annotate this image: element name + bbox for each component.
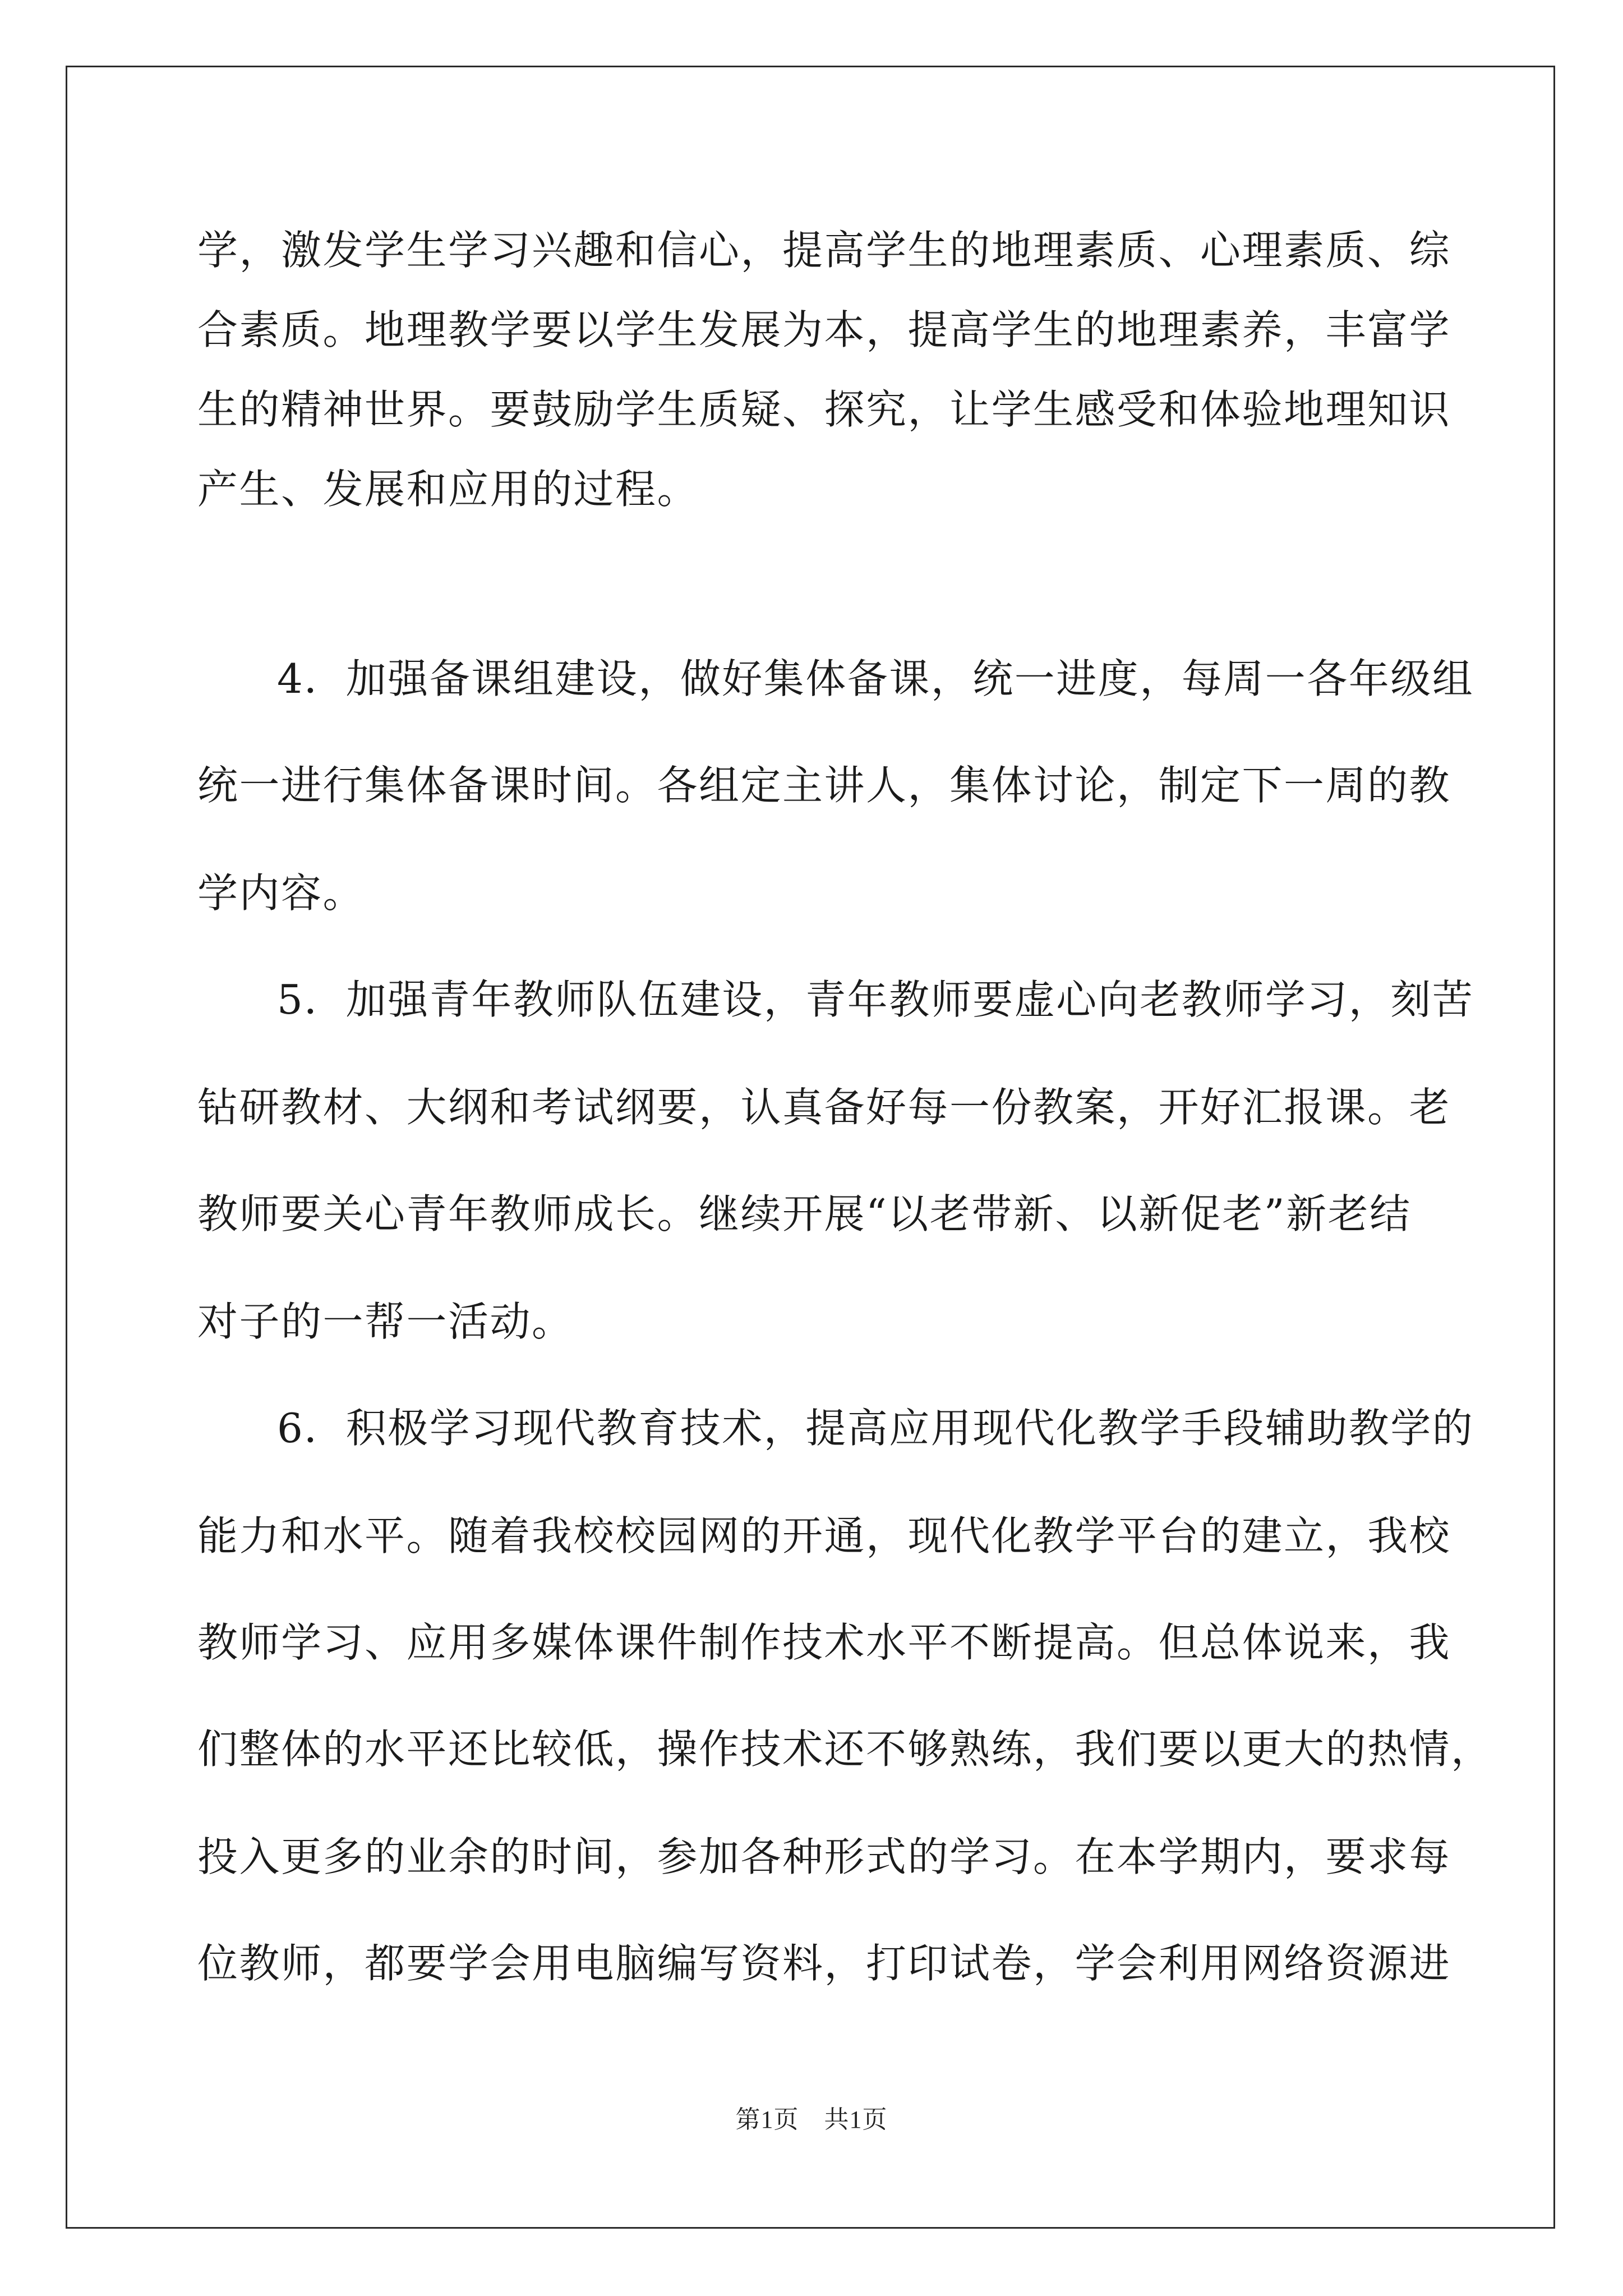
text-line: 钻研教材、大纲和考试纲要，认真备好每一份教案，开好汇报课。老 — [197, 1084, 1451, 1131]
text-line: 合素质。地理教学要以学生发展为本，提高学生的地理素养，丰富学 — [197, 306, 1451, 353]
text-line: 对子的一帮一活动。 — [197, 1298, 574, 1345]
text-line: 生的精神世界。要鼓励学生质疑、探究，让学生感受和体验地理知识 — [197, 386, 1451, 433]
text-line: 教师要关心青年教师成长。继续开展“以老带新、以新促老”新老结 — [197, 1190, 1412, 1237]
text-line: 产生、发展和应用的过程。 — [197, 466, 699, 513]
paragraph-5-first-line: 5．加强青年教师队伍建设，青年教师要虚心向老教师学习，刻苦 — [277, 976, 1474, 1023]
text-line: 能力和水平。随着我校校园网的开通，现代化教学平台的建立，我校 — [197, 1512, 1451, 1559]
text-line: 投入更多的业余的时间，参加各种形式的学习。在本学期内，要求每 — [197, 1833, 1451, 1880]
text-line: 们整体的水平还比较低，操作技术还不够熟练，我们要以更大的热情， — [197, 1726, 1493, 1773]
text-line: 统一进行集体备课时间。各组定主讲人，集体讨论，制定下一周的教 — [197, 762, 1451, 809]
paragraph-6-first-line: 6．积极学习现代教育技术，提高应用现代化教学手段辅助教学的 — [277, 1405, 1474, 1452]
text-line: 教师学习、应用多媒体课件制作技术水平不断提高。但总体说来，我 — [197, 1619, 1451, 1666]
page-footer: 第1页 共1页 — [735, 2106, 888, 2133]
text-line: 学内容。 — [197, 869, 365, 917]
paragraph-4-first-line: 4．加强备课组建设，做好集体备课，统一进度，每周一各年级组 — [277, 655, 1474, 702]
text-line: 位教师，都要学会用电脑编写资料，打印试卷，学会利用网络资源进 — [197, 1940, 1451, 1987]
text-line: 学，激发学生学习兴趣和信心，提高学生的地理素质、心理素质、综 — [197, 227, 1451, 274]
